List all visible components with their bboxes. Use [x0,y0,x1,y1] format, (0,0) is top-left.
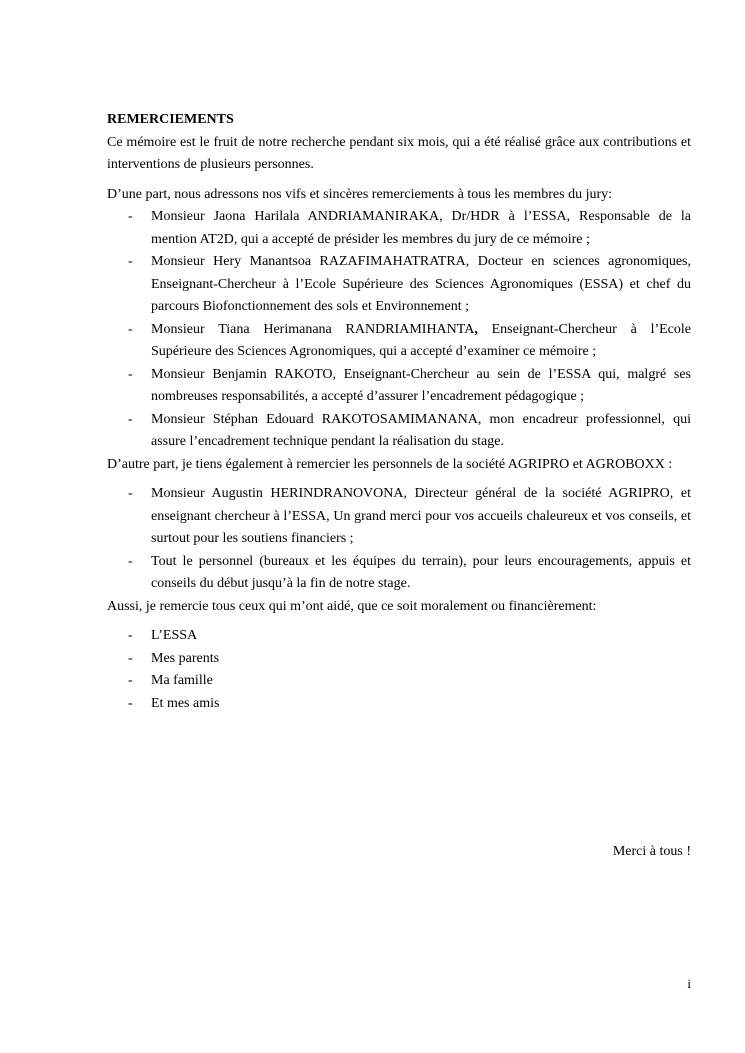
list-item-text: Ma famille [151,673,213,688]
dash-marker: - [128,553,133,569]
bold-comma: , [474,321,478,337]
closing-remark: Merci à tous ! [612,844,691,859]
list-item-text: Monsieur Augustin HERINDRANOVONA, Directeur général de la société AGRIPRO, et enseignant chercheur à l’ESSA, Un grand merci pour vos accueils chaleureux et vos conseils, et surtout pour les soutiens financiers ; [151,486,691,546]
dash-marker: - [128,628,133,643]
jury-intro-paragraph: D’une part, nous adressons nos vifs et sincères remerciements à tous les membres du jury: [107,186,613,202]
acknowledgements-section [107,109,691,715]
list-item-text: Monsieur Hery Manantsoa RAZAFIMAHATRATRA, Docteur en sciences agronomiques, Enseignant-Chercheur à l’Ecole Supérieure des Sciences Agronomiques (ESSA) et chef du parcours Biofonctionnement des sols et Environnement ; [151,254,691,314]
list-item-text: Mes parents [151,650,220,666]
list-item-text: Monsieur Jaona Harilala ANDRIAMANIRAKA, Dr/HDR à l’ESSA, Responsable de la mention AT2D, qui a accepté de présider les membres du jury de ce mémoire ; [151,209,691,247]
list-item-text: Tout le personnel (bureaux et les équipes du terrain), pour leurs encouragements, appuis et conseils du début jusqu’à la fin de notre stage. [151,553,691,591]
dash-marker: - [128,673,133,688]
intro-paragraph: Ce mémoire est le fruit de notre recherche pendant six mois, qui a été réalisé grâce aux contributions et interventions de plusieurs personnes. [107,134,691,172]
others-intro-paragraph: Aussi, je remercie tous ceux qui m’ont aidé, que ce soit moralement ou financièrement: [107,598,597,614]
list-item [107,319,691,364]
dash-marker: - [128,650,133,666]
list-item-text: Monsieur Stéphan Edouard RAKOTOSAMIMANANA, mon encadreur professionnel, qui assure l’encadrement technique pendant la réalisation du stage. [151,411,691,449]
jury-list [107,206,691,454]
dash-marker: - [128,695,133,711]
others-list [107,625,691,715]
dash-marker: - [128,366,133,382]
dash-marker: - [128,486,133,501]
list-item [107,551,691,596]
list-item [107,648,691,671]
dash-marker: - [128,254,133,269]
list-item [107,364,691,409]
list-item-text: Et mes amis [151,695,220,711]
list-item [107,251,691,319]
list-item [107,206,691,251]
list-item [107,483,691,551]
company-list [107,483,691,596]
dash-marker: - [128,321,133,337]
list-item-text: L’ESSA [151,628,198,643]
dash-marker: - [128,209,133,224]
company-intro-paragraph: D’autre part, je tiens également à remercier les personnels de la société AGRIPRO et AGROBOXX : [107,456,673,472]
list-item-name: Monsieur Tiana Herimanana RANDRIAMIHANTA [151,321,475,337]
list-item [107,409,691,454]
list-item-text: Monsieur Benjamin RAKOTO, Enseignant-Chercheur au sein de l’ESSA qui, malgré ses nombreuses responsabilités, a accepté d’assurer l’encadrement pédagogique ; [151,366,691,404]
dash-marker: - [128,411,133,427]
list-item [107,693,691,716]
list-item [107,625,691,648]
section-heading: REMERCIEMENTS [107,112,234,127]
list-item [107,670,691,693]
page-number: i [687,976,691,991]
list-item-text: Enseignant-Chercheur à l’Ecole Supérieure des Sciences Agronomiques, qui a accepté d’examiner ce mémoire ; [151,321,691,359]
